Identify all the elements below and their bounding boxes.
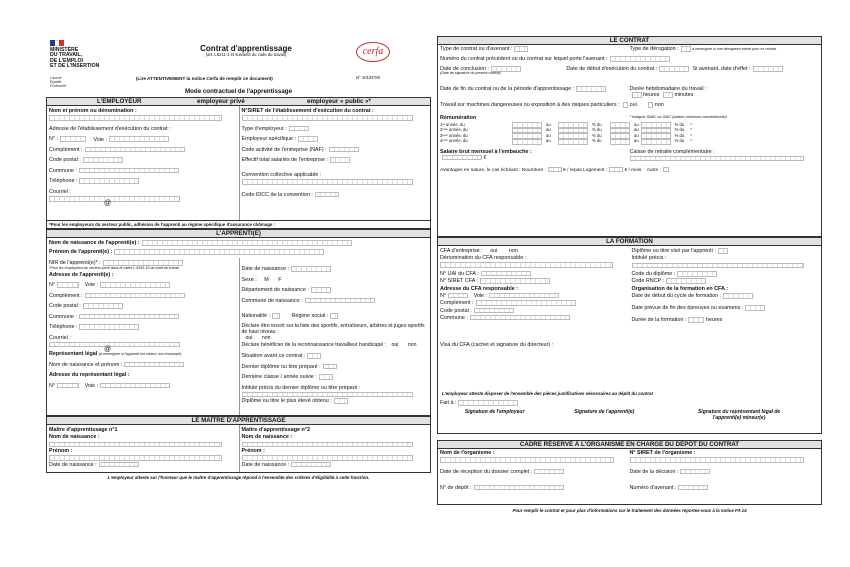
dangerous-work-row[interactable]: Travail sur machines dangereuses ou exposition à des risques particuliers : oui non	[440, 102, 664, 109]
cerfa-page-1	[46, 36, 431, 556]
form-header	[46, 36, 431, 86]
rncp-code-field[interactable]: Code RNCP :	[632, 277, 820, 284]
employer-naf-field[interactable]: Code activité de l'entreprise (NAF) :	[242, 146, 429, 157]
apprentice-commune-field[interactable]: Commune :	[49, 313, 237, 324]
reserved-org-row[interactable]: Nom de l'organisme : N° SIRET de l'organisme :	[438, 449, 821, 464]
cfa-siret-field[interactable]: N° SIRET CFA :	[440, 277, 628, 284]
cfa-visa-field[interactable]: Visa du CFA (cachet et signature du directeur) :	[440, 342, 554, 348]
reserved-deposit-row[interactable]: N° de dépôt : Numéro d'avenant :	[438, 484, 821, 496]
master-2-label: Maître d'apprentissage n°2	[241, 427, 310, 434]
master-2-birth-name-field[interactable]: Nom de naissance :	[242, 433, 429, 447]
last-class-field[interactable]: Dernière classe / année suivie :	[242, 373, 429, 384]
contract-type-row[interactable]: Type de contrat ou d'avenant : Type de dérogation : à renseigner si une dérogation existe pour ce contrat	[440, 46, 777, 53]
reserved-section	[437, 449, 822, 505]
master-2-first-name-field[interactable]: Prénom :	[242, 447, 429, 461]
contract-band: LE CONTRAT	[437, 36, 822, 45]
gross-salary-row[interactable]: Salaire brut mensuel à l'embauche : € Caisse de retraite complémentaire :	[438, 148, 821, 164]
employer-complement-field[interactable]: Complément :	[49, 146, 237, 157]
apprentice-email-field[interactable]: Courriel : @	[49, 334, 237, 348]
apprentice-nir-field[interactable]: NIR de l'apprenti(e)* : *Pour les employeurs du secteur privé dans le cadre L.6353-10 du code du travail	[49, 259, 237, 270]
employer-specific-field[interactable]: Employeur spécifique :	[242, 135, 429, 146]
cfa-name-field[interactable]: Dénomination du CFA responsable :	[440, 254, 628, 268]
apprentice-birth-date-field[interactable]: Date de naissance :	[242, 265, 429, 276]
disability-declaration[interactable]: Déclare bénéficier de la reconnaissance travailleur handicapé : oui non	[241, 341, 417, 348]
employer-section	[46, 106, 431, 221]
training-section	[437, 246, 822, 434]
contract-dates-row[interactable]: Date de conclusion : (Date de signature du présent contrat) Date de début d'exécution du contrat : Si avenant, date d'effet :	[438, 65, 821, 81]
cerfa-number: N° 10103*09	[356, 75, 380, 80]
master-section	[46, 425, 431, 473]
apprentice-sex-field[interactable]: Sexe : M F	[241, 276, 282, 283]
target-diploma-field[interactable]: Diplôme ou titre visé par l'apprenti :	[632, 247, 820, 254]
training-band: LA FORMATION	[437, 237, 822, 246]
master-band: LE MAÎTRE D'APPRENTISSAGE	[46, 416, 431, 425]
apprentice-section	[46, 238, 431, 416]
master-2-birth-date-field[interactable]: Date de naissance :	[242, 461, 429, 472]
reserved-band: CADRE RÉSERVÉ À L'ORGANISME EN CHARGE DU DÉPÔT DU CONTRAT	[437, 440, 822, 449]
footer-notice: Pour remplir le contrat et pour plus d'informations sur le traitement des données reportez-vous à la notice FA 14	[512, 508, 747, 513]
apprentice-band: L'APPRENTI(E)	[46, 229, 431, 238]
employer-address-field[interactable]: Adresse de l'établissement d'exécution du contrat :	[49, 125, 171, 132]
employer-public-label: employeur « public »*	[307, 98, 371, 106]
cfa-address-label: Adresse du CFA responsable :	[440, 285, 518, 292]
cfa-uai-field[interactable]: N° UAI du CFA :	[440, 270, 628, 277]
master-attestation: L'employeur atteste sur l'honneur que le maître d'apprentissage répond à l'ensemble des critères d'éligibilité à cette fonction.	[107, 475, 370, 481]
employer-email-field[interactable]: Courriel : @	[49, 188, 237, 202]
contract-end-row[interactable]: Date de fin du contrat ou de la période d'apprentissage : Durée hebdomadaire du travail : heures minutes	[440, 86, 707, 99]
signature-row	[438, 408, 821, 424]
apprentice-complement-field[interactable]: Complément :	[49, 292, 237, 303]
employer-signature-label: Signature de l'employeur	[464, 409, 525, 415]
employer-band	[46, 97, 431, 106]
employer-private-label: employeur privé	[197, 98, 245, 106]
employer-number-field[interactable]: N° : Voie :	[49, 135, 237, 146]
employer-convention-field[interactable]: Convention collective applicable :	[242, 171, 429, 185]
form-title: Contrat d'apprentissage	[200, 44, 292, 53]
employer-type-field[interactable]: Type d'employeur :	[242, 125, 429, 136]
employer-commune-field[interactable]: Commune :	[49, 167, 237, 178]
training-duration-field[interactable]: Durée de la formation : heures	[631, 317, 723, 324]
remuneration-year-3[interactable]: 3ᵉᵐᵉ année, du au % du au % du *	[440, 132, 692, 138]
form-subtitle: (art. L6211-1 et suivants du code du travail)	[205, 52, 287, 57]
apprentice-signature-label: Signature de l'apprenti(e)	[574, 409, 635, 415]
apprentice-number-field[interactable]: N° Voie :	[49, 281, 237, 292]
previous-contract-row[interactable]: Numéro du contrat précédent ou du contrat sur lequel porte l'avenant :	[438, 55, 821, 65]
master-1-label: Maître d'apprentissage n°1	[49, 427, 118, 434]
diploma-code-field[interactable]: Code du diplôme :	[632, 270, 820, 277]
prior-situation-field[interactable]: Situation avant ce contrat :	[242, 352, 429, 363]
exact-title-field[interactable]: Intitulé précis :	[632, 254, 820, 268]
last-title-field[interactable]: Intitulé précis du dernier diplôme ou titre préparé :	[242, 384, 429, 398]
employer-postal-field[interactable]: Code postal :	[49, 156, 237, 167]
employer-idcc-field[interactable]: Code IDCC de la convention :	[242, 191, 429, 202]
highest-diploma-field[interactable]: Diplôme ou titre le plus élevé obtenu :	[242, 397, 429, 408]
legal-rep-number-field[interactable]: N° Voie :	[49, 382, 237, 393]
notice-instruction: (Lire ATTENTIVEMENT la notice Cerfa de remplir ce document)	[136, 76, 273, 81]
legal-rep-label: Représentant légal (à renseigner si l'apprenti est mineur non émancipé)	[49, 351, 182, 358]
contract-section	[437, 45, 822, 237]
reserved-dates-row[interactable]: Date de réception du dossier complet : Date de la décision :	[438, 468, 821, 482]
employer-siret-field[interactable]: N°SIRET de l'établissement d'exécution du contrat :	[242, 107, 429, 121]
employer-attestation: L'employeur atteste disposer de l'ensemble des pièces justificatives nécessaires au dépôt du contrat	[442, 391, 653, 396]
cfa-commune-field[interactable]: Commune :	[440, 314, 628, 321]
apprentice-postal-field[interactable]: Code postal :	[49, 302, 237, 313]
republic-flag-icon	[50, 40, 64, 46]
remuneration-year-2[interactable]: 2ᵉᵐᵉ année, du au % du au % du *	[440, 127, 692, 133]
apprentice-first-name-field[interactable]: Prénom de l'apprenti(e) :	[49, 248, 428, 257]
apprentice-phone-field[interactable]: Téléphone :	[49, 323, 237, 334]
master-1-birth-date-field[interactable]: Date de naissance :	[49, 461, 237, 472]
cfa-organisation-label: Organisation de la formation en CFA :	[631, 285, 729, 292]
apprentice-nationality-field[interactable]: Nationalité : Régime social :	[242, 312, 429, 323]
cerfa-page-2	[437, 36, 822, 548]
apprentice-birth-name-field[interactable]: Nom de naissance de l'apprenti(e) :	[49, 239, 428, 248]
exam-end-field[interactable]: Date prévue de fin des épreuves ou examens :	[632, 304, 820, 313]
master-1-birth-name-field[interactable]: Nom de naissance :	[49, 433, 237, 447]
remuneration-year-1[interactable]: 1ʳᵉ année, du au % du au % du *	[440, 121, 692, 127]
cfa-postal-field[interactable]: Code postal :	[440, 307, 628, 314]
cfa-complement-field[interactable]: Complément :	[440, 299, 628, 306]
public-employer-footnote: *Pour les employeurs du secteur public, adhésion de l'apprenti au régime spécifique d'assurance chômage :	[46, 221, 431, 229]
cerfa-logo: cerfa	[356, 42, 390, 62]
ministry-name: MINISTÈRE DU TRAVAIL, DE L'EMPLOI ET DE L'INSERTION	[50, 47, 100, 70]
legal-rep-name-field[interactable]: Nom de naissance et prénom :	[49, 361, 237, 372]
employer-headcount-field[interactable]: Effectif total salariés de l'entreprise :	[242, 156, 429, 167]
legal-rep-address-label: Adresse du représentant légal :	[49, 372, 130, 379]
last-diploma-field[interactable]: Dernier diplôme ou titre préparé :	[242, 363, 429, 374]
employer-phone-field[interactable]: Téléphone :	[49, 177, 237, 188]
cycle-start-field[interactable]: Date de début du cycle de formation :	[632, 292, 820, 301]
remuneration-year-4[interactable]: 4ᵉᵐᵉ année, du au % du au % du *	[440, 138, 692, 144]
employer-band-label: L'EMPLOYEUR	[97, 98, 142, 106]
apprentice-address-label: Adresse de l'apprenti(e) :	[49, 271, 114, 278]
master-1-first-name-field[interactable]: Prénom :	[49, 447, 237, 461]
cfa-number-field[interactable]: N° Voie :	[440, 292, 628, 299]
employer-name-field[interactable]: Nom et prénom ou dénomination :	[49, 107, 237, 121]
made-at-field[interactable]: Fait à :	[440, 400, 518, 406]
republic-motto: Liberté Égalité Fraternité	[50, 76, 67, 88]
remuneration-header: Rémunération * Indiquer SMIC ou SMC (salaire minimum conventionnel)	[440, 115, 727, 121]
apprentice-birth-dept-field[interactable]: Département de naissance :	[242, 286, 429, 297]
apprentice-birth-commune-field[interactable]: Commune de naissance :	[242, 297, 429, 308]
mode-title: Mode contractuel de l'apprentissage	[184, 88, 293, 95]
cfa-company-field[interactable]: CFA d'entreprise : oui non	[440, 248, 518, 254]
athlete-declaration[interactable]: Déclare être inscrit sur la liste des sportifs, entraîneurs, arbitres et juges sportifs de haut niveau : oui non	[241, 322, 425, 341]
benefits-row[interactable]: Avantages en nature, le cas échéant : Nourriture : € / repas Logement : € / mois Autre :	[438, 166, 821, 176]
rep-signature-label: Signature du représentant légal de l'apprenti(e) mineur(e)	[697, 409, 781, 421]
